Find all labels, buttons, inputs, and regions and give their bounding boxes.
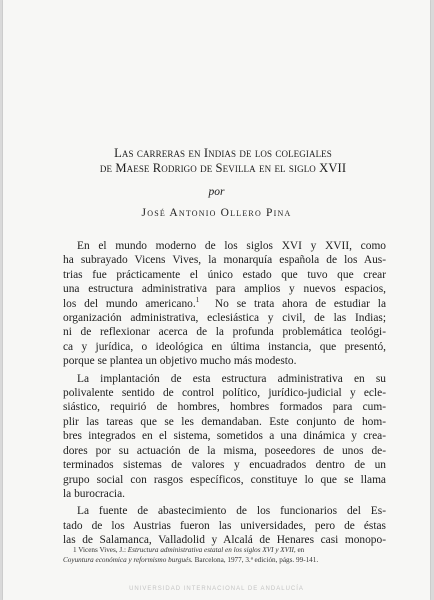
- body-line: En el mundo moderno de los siglos XVI y XVII, como: [77, 240, 386, 252]
- body-line: porque se plantea un objetivo mucho más modesto.: [63, 355, 297, 368]
- body-line: ni de reflexionar acerca de la profunda problemática teológi-: [63, 326, 386, 339]
- footnote-number: 1: [73, 546, 77, 554]
- body-line: organización administrativa, eclesiástica y civil, de las Indias;: [63, 312, 386, 325]
- footnote-text: en: [297, 546, 305, 554]
- body-line: La fuente de abastecimiento de los funcionarios del Es-: [77, 505, 386, 518]
- footnote-title: Estructura administrativa estatal en los siglos XVI y XVII,: [127, 546, 296, 554]
- body-line: La implantación de esta estructura administrativa en su: [77, 372, 386, 385]
- body-line: grupo social con rasgos específicos, constituye lo que se llama: [63, 473, 386, 486]
- body-line: ha subrayado Vicens Vives, la monarquía española de los Aus-: [63, 254, 386, 267]
- body-line: una estructura administrativa para amplios y nuevos espacios,: [63, 283, 386, 296]
- paragraph-2: [63, 372, 386, 502]
- footnote-title: Coyuntura económica y reformismo burgués.: [63, 555, 193, 564]
- body-line: bres integrados en el sistema, sometidos a una dinámica y crea-: [63, 430, 386, 443]
- title-line-2: de Maese Rodrigo de Sevilla en el siglo XVII: [99, 160, 347, 175]
- footnote-line: [63, 556, 386, 566]
- body-line: [63, 297, 386, 311]
- body-line-part: No se trata ahora de estudiar la: [214, 297, 387, 310]
- author-name: José Antonio Ollero Pina: [141, 207, 292, 219]
- article-title: [43, 146, 403, 175]
- footnote-author: Vicens Vives, J.:: [78, 546, 126, 554]
- footnote-line: [63, 546, 386, 556]
- body-line: terminados sistemas de valores y encuadrados dentro de un: [63, 459, 386, 472]
- article-body: [63, 239, 386, 548]
- body-line: tado de los Austrias fueron las universidades, pero de éstas: [63, 519, 386, 532]
- body-line: la burocracia.: [63, 487, 125, 500]
- body-line-part: los del mundo americano.: [63, 297, 196, 310]
- body-line: las de Salamanca, Valladolid y Alcalá de Henares casi monopo-: [63, 534, 386, 547]
- body-line: dores por su actuación de la misma, poseedores de unos de-: [63, 444, 386, 457]
- title-line-1: Las carreras en Indias de los colegiales: [114, 146, 332, 160]
- body-line: siástico, requirió de hombres, hombres formados para cum-: [63, 401, 386, 414]
- body-line: plir las tareas que se les demandaban. Este conjunto de hom-: [63, 415, 386, 428]
- document-page: [3, 0, 430, 600]
- footnote-reference: 1: [195, 295, 200, 304]
- byline: por: [208, 186, 225, 198]
- watermark: UNIVERSIDAD INTERNACIONAL DE ANDALUCÍA: [129, 586, 304, 592]
- paragraph-3: [63, 504, 386, 547]
- body-line: ca y jurídica, o ideológica en última instancia, que presentó,: [63, 340, 386, 353]
- footnote: [63, 546, 386, 565]
- footnote-text: Barcelona, 1977, 3.ª edición, págs. 99-141.: [194, 555, 319, 564]
- paragraph-1: [63, 239, 386, 369]
- body-line: polivalente sentido de control político, jurídico-judicial y ecle-: [63, 387, 386, 400]
- body-line: trias fue prácticamente el único estado que tuvo que crear: [63, 268, 386, 281]
